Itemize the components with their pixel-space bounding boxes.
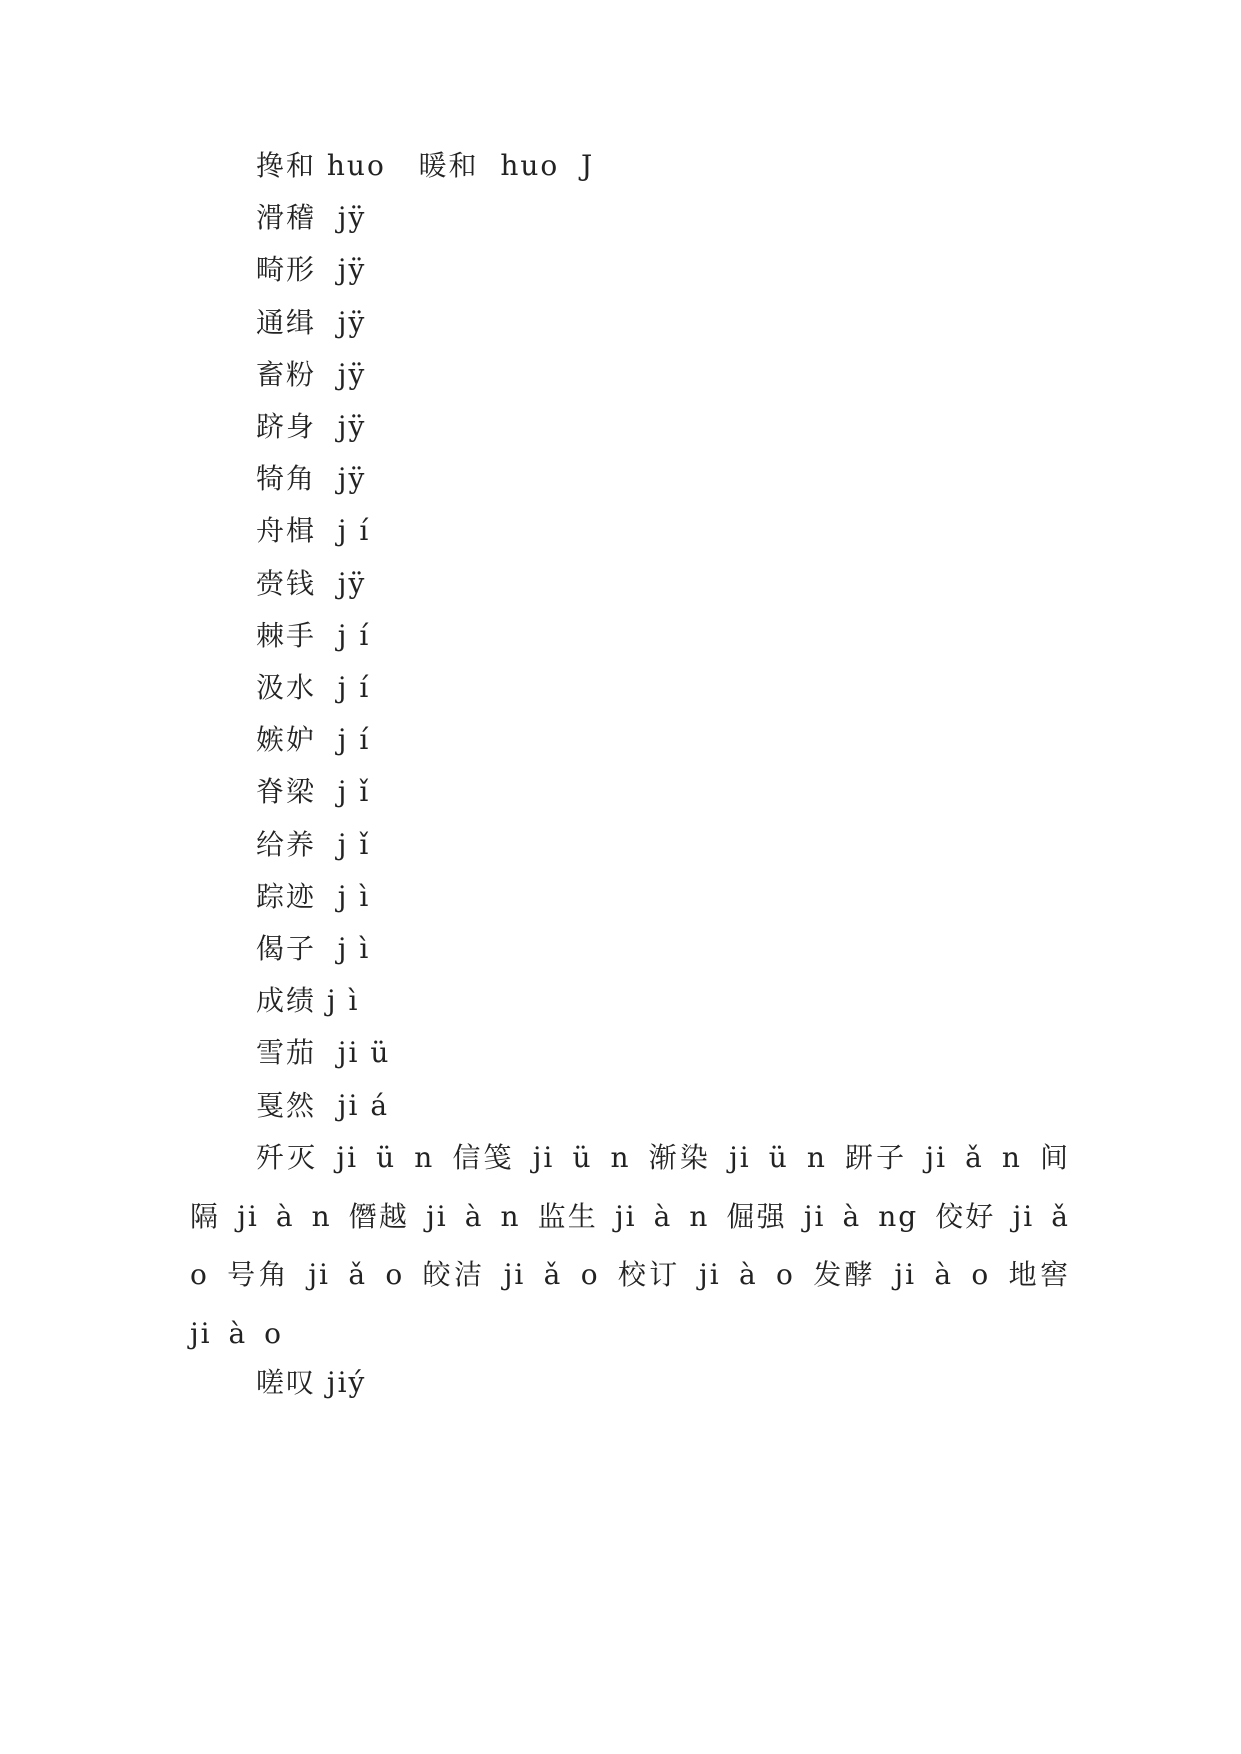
text-line: 雪茄 ji ü	[256, 1036, 391, 1069]
text-line: 犄角 jÿ	[256, 462, 367, 495]
text-line: 跻身 jÿ	[256, 410, 367, 443]
text-line: 舟楫 j í	[256, 514, 371, 547]
text-line: 嗟叹 jiý	[256, 1366, 367, 1399]
text-line: 通缉 jÿ	[256, 306, 367, 339]
text-line: 踪迹 j ì	[256, 880, 371, 913]
text-line: 棘手 j í	[256, 619, 371, 652]
text-paragraph: 歼灭 ji ü n 信笺 ji ü n 渐染 ji ü n 趼子 ji ǎ n 间隔 ji à n 僭越 ji à n 监生 ji à n 倔强 ji à ng 佼好 ji ǎ o 号角 ji ǎ o 皎洁 ji ǎ o 校订 ji à o 发酵 ji à o 地窖 ji à o	[190, 1141, 1070, 1350]
text-line: 汲水 j í	[256, 671, 371, 704]
text-line: 给养 j ǐ	[256, 828, 371, 861]
text-line: 赍钱 jÿ	[256, 567, 367, 600]
text-line: 偈子 j ì	[256, 932, 371, 965]
text-line: 搀和 huo 暖和 huo J	[256, 149, 595, 182]
text-line: 嫉妒 j í	[256, 723, 371, 756]
text-line: 滑稽 jÿ	[256, 201, 367, 234]
text-line: 畜粉 jÿ	[256, 358, 367, 391]
text-line: 成绩 j ì	[256, 984, 360, 1017]
text-line: 戛然 ji á	[256, 1089, 390, 1122]
text-line: 脊梁 j ǐ	[256, 775, 371, 808]
text-line: 畸形 jÿ	[256, 253, 367, 286]
